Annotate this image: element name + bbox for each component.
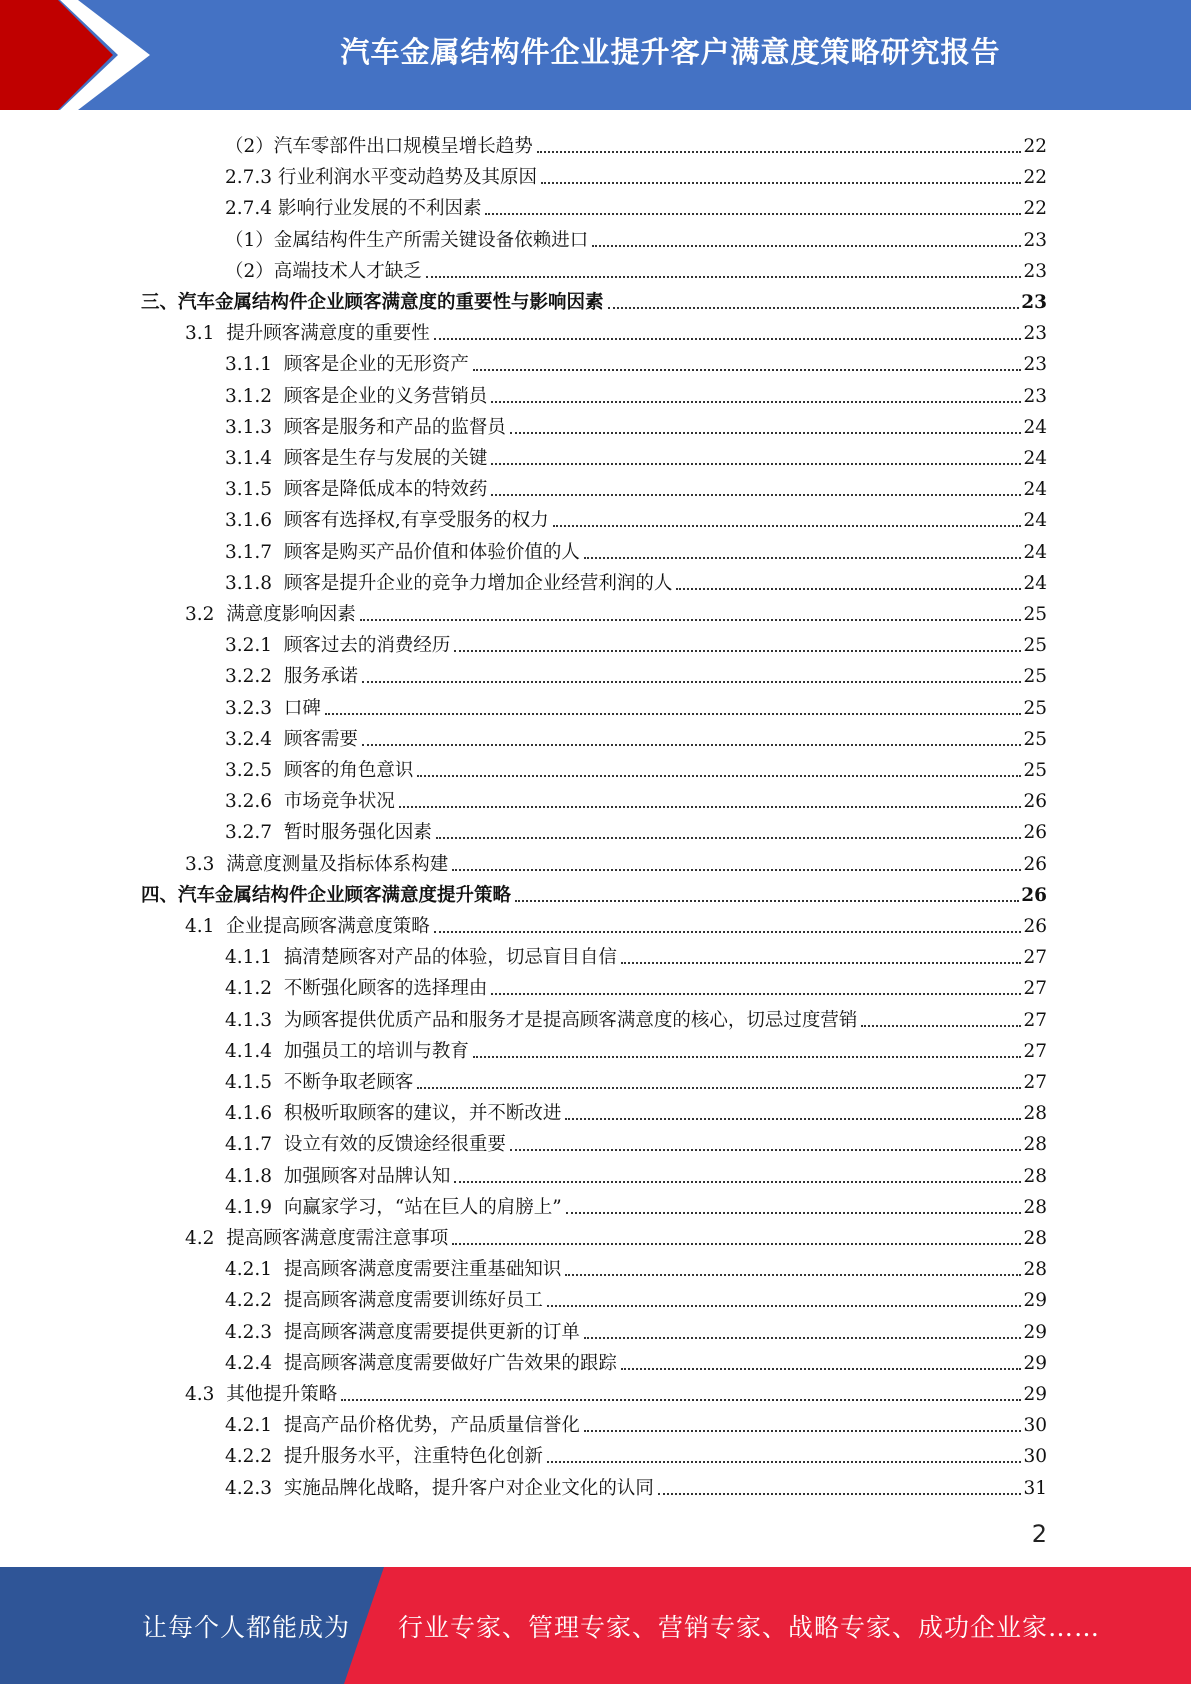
toc-entry-number: 4.1 <box>185 916 227 937</box>
toc-entry[interactable] <box>225 440 1047 471</box>
toc-entry[interactable] <box>225 378 1047 409</box>
toc-entry-page: 25 <box>1023 760 1047 781</box>
toc-entry-title: 顾客是降低成本的特效药 <box>283 479 488 501</box>
toc-entry-page: 25 <box>1023 697 1047 719</box>
toc-entry-page: 23 <box>1023 385 1047 407</box>
toc-entry-page: 25 <box>1023 666 1047 688</box>
toc-leader-dots <box>417 775 1021 777</box>
toc-entry-page: 23 <box>1023 354 1047 376</box>
toc-entry-number: 2.7.4 <box>225 198 278 220</box>
toc-leader-dots <box>621 1368 1022 1370</box>
toc-entry[interactable] <box>225 970 1047 1001</box>
toc-entry-page: 23 <box>1023 229 1047 251</box>
toc-entry[interactable] <box>225 502 1047 533</box>
toc-entry[interactable] <box>225 409 1047 440</box>
toc-entry-number: 4.2.4 <box>225 1352 284 1374</box>
toc-entry-number: 3.2 <box>185 604 227 625</box>
toc-entry-title: 提升顾客满意度的重要性 <box>226 323 430 345</box>
toc-entry-page: 24 <box>1023 541 1047 563</box>
toc-leader-dots <box>510 1149 1022 1151</box>
toc-leader-dots <box>399 806 1022 808</box>
toc-entry[interactable] <box>225 1189 1047 1220</box>
toc-entry-number: 3.1.6 <box>225 510 284 532</box>
toc-entry-title: 提高顾客满意度需要做好广告效果的跟踪 <box>283 1352 617 1374</box>
toc-entry-number: 4.1.5 <box>225 1072 284 1093</box>
toc-entry-title: 汽车零部件出口规模呈增长趋势 <box>273 136 533 157</box>
toc-entry[interactable] <box>225 814 1047 845</box>
toc-entry-page: 29 <box>1023 1352 1047 1374</box>
toc-entry-number: 3.1.8 <box>225 572 284 594</box>
toc-entry[interactable] <box>225 159 1047 190</box>
toc-entry-page: 28 <box>1023 1228 1047 1249</box>
toc-entry-number: 3.3 <box>185 853 227 875</box>
toc-entry-page: 25 <box>1023 635 1047 657</box>
toc-entry[interactable] <box>225 1407 1047 1438</box>
toc-entry-page: 27 <box>1023 1009 1047 1031</box>
toc-entry-title: 顾客过去的消费经历 <box>283 635 451 657</box>
toc-entry-title: 顾客是服务和产品的监督员 <box>283 416 506 438</box>
toc-entry-page: 25 <box>1023 604 1047 625</box>
toc-entry-page: 27 <box>1023 1072 1047 1093</box>
toc-entry[interactable] <box>225 222 1047 253</box>
toc-leader-dots <box>426 276 1022 278</box>
toc-entry-number: 3.1.4 <box>225 448 284 469</box>
toc-entry[interactable] <box>225 658 1047 689</box>
toc-entry[interactable] <box>225 690 1047 721</box>
toc-entry-number: 3.2.1 <box>225 635 284 657</box>
toc-entry-title: 行业利润水平变动趋势及其原因 <box>277 167 537 189</box>
toc-entry-title: 顾客是生存与发展的关键 <box>283 448 488 469</box>
toc-entry[interactable] <box>185 596 1047 627</box>
toc-entry-number: 3.2.3 <box>225 697 284 719</box>
toc-entry-page: 22 <box>1023 198 1047 220</box>
toc-leader-dots <box>592 245 1021 247</box>
footer-slogan-left: 让每个人都能成为 <box>142 1612 351 1642</box>
toc-entry-title: 提高顾客满意度需要训练好员工 <box>283 1290 543 1312</box>
toc-leader-dots <box>325 713 1022 715</box>
page-footer <box>0 1567 1191 1684</box>
toc-leader-dots <box>452 1243 1021 1245</box>
toc-entry-title: 提高顾客满意度需要注重基础知识 <box>283 1259 562 1281</box>
toc-entry-title: 金属结构件生产所需关键设备依赖进口 <box>273 229 589 251</box>
toc-entry-title: 暂时服务强化因素 <box>283 822 432 844</box>
page-number: 2 <box>1031 1520 1047 1548</box>
toc-leader-dots <box>658 1493 1022 1495</box>
toc-leader-dots <box>491 494 1021 496</box>
toc-leader-dots <box>541 182 1021 184</box>
toc-leader-dots <box>452 869 1021 871</box>
toc-entry-title: 提高顾客满意度需注意事项 <box>226 1228 449 1249</box>
toc-entry-title: 提高产品价格优势，产品质量信誉化 <box>283 1415 580 1437</box>
toc-entry[interactable] <box>225 1251 1047 1282</box>
toc-entry-page: 23 <box>1023 260 1047 282</box>
toc-entry-number: 4.2 <box>185 1228 227 1249</box>
toc-leader-dots <box>436 837 1022 839</box>
toc-entry-number: （2） <box>225 260 274 282</box>
toc-entry-page: 24 <box>1023 479 1047 501</box>
toc-entry-title: 顾客是提升企业的竞争力增加企业经营利润的人 <box>283 572 673 594</box>
toc-entry[interactable] <box>225 1470 1047 1501</box>
page-header <box>0 0 1191 110</box>
toc-leader-dots <box>491 993 1021 995</box>
toc-entry-number: 3.1.2 <box>225 385 284 407</box>
toc-leader-dots <box>537 151 1022 153</box>
toc-entry-title: 搞清楚顾客对产品的体验，切忌盲目自信 <box>283 947 617 969</box>
toc-entry-page: 24 <box>1023 572 1047 594</box>
toc-leader-dots <box>515 900 1019 902</box>
toc-entry-number: 4.1.9 <box>225 1196 284 1218</box>
toc-entry-title: 提升服务水平，注重特色化创新 <box>283 1446 543 1468</box>
toc-entry-page: 30 <box>1023 1415 1047 1437</box>
toc-entry[interactable] <box>225 1033 1047 1064</box>
toc-entry[interactable] <box>225 1438 1047 1469</box>
footer-slogan-right: 行业专家、管理专家、营销专家、战略专家、成功企业家…… <box>398 1612 1101 1642</box>
toc-entry-title: 积极听取顾客的建议，并不断改进 <box>283 1103 562 1125</box>
toc-leader-dots <box>584 557 1022 559</box>
toc-entry-number: 4.1.8 <box>225 1165 284 1187</box>
toc-entry[interactable] <box>225 1095 1047 1126</box>
toc-entry-page: 23 <box>1021 292 1047 313</box>
toc-entry-number: 4.2.1 <box>225 1259 284 1281</box>
toc-leader-dots <box>485 213 1021 215</box>
toc-entry-page: 22 <box>1023 167 1047 189</box>
toc-leader-dots <box>473 369 1022 371</box>
toc-entry-title: 加强顾客对品牌认知 <box>283 1165 451 1187</box>
toc-entry-title: 提高顾客满意度需要提供更新的订单 <box>283 1321 580 1343</box>
toc-entry-number: 3.1.3 <box>225 416 284 438</box>
toc-entry-page: 28 <box>1023 1196 1047 1218</box>
toc-entry-number: （1） <box>225 229 274 251</box>
toc-entry-number: 4.2.1 <box>225 1415 284 1437</box>
toc-entry-page: 28 <box>1023 1103 1047 1125</box>
toc-entry-title: 顾客是购买产品价值和体验价值的人 <box>283 541 580 563</box>
toc-entry-title: 顾客是企业的义务营销员 <box>283 385 488 407</box>
toc-leader-dots <box>454 1181 1021 1183</box>
red-arrow-decoration <box>0 0 160 110</box>
toc-entry-page: 29 <box>1023 1321 1047 1343</box>
toc-entry[interactable] <box>225 1126 1047 1157</box>
toc-entry-page: 28 <box>1023 1259 1047 1281</box>
toc-leader-dots <box>362 744 1022 746</box>
toc-entry-title: 顾客有选择权,有享受服务的权力 <box>283 510 549 532</box>
toc-entry[interactable] <box>141 877 1047 908</box>
toc-entry-page: 24 <box>1023 416 1047 438</box>
toc-entry-title: 加强员工的培训与教育 <box>283 1040 469 1062</box>
toc-leader-dots <box>491 401 1021 403</box>
toc-entry[interactable] <box>225 1158 1047 1189</box>
toc-entry[interactable] <box>225 128 1047 159</box>
toc-entry-number: 3.1 <box>185 323 227 345</box>
toc-entry-page: 26 <box>1023 916 1047 937</box>
toc-entry[interactable] <box>225 752 1047 783</box>
toc-leader-dots <box>608 307 1020 309</box>
toc-entry[interactable] <box>225 721 1047 752</box>
toc-entry-title: 市场竞争状况 <box>283 791 395 813</box>
toc-leader-dots <box>360 619 1022 621</box>
toc-leader-dots <box>547 1461 1022 1463</box>
toc-entry[interactable] <box>225 783 1047 814</box>
toc-entry[interactable] <box>225 1064 1047 1095</box>
toc-leader-dots <box>434 338 1022 340</box>
toc-entry-number: 4.1.2 <box>225 978 284 1000</box>
toc-entry-title: 顾客的角色意识 <box>283 760 414 781</box>
toc-leader-dots <box>491 463 1021 465</box>
toc-entry-number: 3.1.5 <box>225 479 284 501</box>
toc-entry-title: 企业提高顾客满意度策略 <box>226 916 430 937</box>
toc-leader-dots <box>584 1430 1022 1432</box>
toc-leader-dots <box>547 1305 1022 1307</box>
toc-entry-title: 实施品牌化战略，提升客户对企业文化的认同 <box>283 1477 654 1499</box>
toc-entry[interactable] <box>225 939 1047 970</box>
toc-entry-title: 向赢家学习，“站在巨人的肩膀上” <box>283 1196 562 1218</box>
toc-entry[interactable] <box>185 1376 1047 1407</box>
toc-leader-dots <box>454 650 1021 652</box>
toc-entry[interactable] <box>225 1314 1047 1345</box>
toc-leader-dots <box>621 962 1022 964</box>
toc-entry-page: 22 <box>1023 136 1047 157</box>
toc-entry-title: 四、汽车金属结构件企业顾客满意度提升策略 <box>141 884 512 906</box>
toc-entry-number: （2） <box>225 136 274 157</box>
toc-entry-title: 服务承诺 <box>283 666 358 688</box>
toc-entry[interactable] <box>225 346 1047 377</box>
toc-leader-dots <box>341 1399 1021 1401</box>
toc-entry[interactable] <box>141 284 1047 315</box>
toc-leader-dots <box>510 432 1022 434</box>
toc-entry-title: 高端技术人才缺乏 <box>273 260 422 282</box>
toc-entry-number: 4.1.4 <box>225 1040 284 1062</box>
toc-entry[interactable] <box>225 565 1047 596</box>
toc-entry-number: 3.2.4 <box>225 728 284 750</box>
toc-leader-dots <box>566 1212 1022 1214</box>
toc-entry-title: 满意度测量及指标体系构建 <box>226 853 449 875</box>
toc-leader-dots <box>434 931 1022 933</box>
toc-leader-dots <box>584 1337 1022 1339</box>
toc-leader-dots <box>565 1118 1021 1120</box>
toc-leader-dots <box>553 525 1022 527</box>
toc-entry-page: 28 <box>1023 1165 1047 1187</box>
toc-entry-number: 3.1.1 <box>225 354 284 376</box>
toc-entry-title: 不断强化顾客的选择理由 <box>283 978 488 1000</box>
toc-entry-number: 4.1.6 <box>225 1103 284 1125</box>
toc-leader-dots <box>861 1025 1021 1027</box>
toc-entry-page: 30 <box>1023 1446 1047 1468</box>
toc-entry-title: 满意度影响因素 <box>226 604 356 625</box>
toc-entry[interactable] <box>225 1345 1047 1376</box>
toc-entry-number: 4.1.7 <box>225 1134 284 1156</box>
toc-entry-title: 顾客是企业的无形资产 <box>283 354 469 376</box>
toc-entry[interactable] <box>225 534 1047 565</box>
toc-leader-dots <box>565 1274 1021 1276</box>
toc-entry-title: 影响行业发展的不利因素 <box>277 198 482 220</box>
toc-entry-number: 4.2.2 <box>225 1290 284 1312</box>
report-title: 汽车金属结构件企业提升客户满意度策略研究报告 <box>340 34 1001 69</box>
toc-entry-title: 其他提升策略 <box>226 1384 338 1405</box>
toc-entry-page: 25 <box>1023 728 1047 750</box>
toc-entry-title: 三、汽车金属结构件企业顾客满意度的重要性与影响因素 <box>141 292 604 313</box>
toc-entry-page: 24 <box>1023 510 1047 532</box>
toc-leader-dots <box>473 1056 1022 1058</box>
toc-entry-title: 设立有效的反馈途经很重要 <box>283 1134 506 1156</box>
toc-entry-title: 为顾客提供优质产品和服务才是提高顾客满意度的核心，切忌过度营销 <box>283 1009 858 1031</box>
toc-entry-number: 4.1.3 <box>225 1009 284 1031</box>
toc-entry-page: 24 <box>1023 448 1047 469</box>
toc-entry-number: 3.2.2 <box>225 666 284 688</box>
toc-entry-page: 23 <box>1023 323 1047 345</box>
toc-entry-title: 口碑 <box>283 697 321 719</box>
toc-entry-page: 26 <box>1023 853 1047 875</box>
toc-entry[interactable] <box>225 190 1047 221</box>
toc-entry-page: 29 <box>1023 1384 1047 1405</box>
toc-entry[interactable] <box>225 1002 1047 1033</box>
toc-entry-page: 31 <box>1023 1477 1047 1499</box>
toc-entry[interactable] <box>185 315 1047 346</box>
toc-entry-number: 3.1.7 <box>225 541 284 563</box>
toc-entry-number: 2.7.3 <box>225 167 278 189</box>
toc-entry[interactable] <box>185 846 1047 877</box>
toc-leader-dots <box>676 588 1021 590</box>
toc-entry[interactable] <box>225 253 1047 284</box>
toc-entry-title: 顾客需要 <box>283 728 358 750</box>
toc-entry-page: 29 <box>1023 1290 1047 1312</box>
toc-leader-dots <box>417 1087 1021 1089</box>
toc-entry[interactable] <box>185 908 1047 939</box>
toc-entry-number: 4.3 <box>185 1384 227 1405</box>
toc-entry-number: 3.2.7 <box>225 822 284 844</box>
toc-entry-number: 4.2.3 <box>225 1477 284 1499</box>
toc-entry-page: 27 <box>1023 1040 1047 1062</box>
toc-entry-number: 3.2.6 <box>225 791 284 813</box>
toc-leader-dots <box>362 681 1022 683</box>
toc-entry-page: 26 <box>1023 822 1047 844</box>
toc-entry[interactable] <box>225 1282 1047 1313</box>
toc-entry-number: 4.2.2 <box>225 1446 284 1468</box>
toc-entry[interactable] <box>225 471 1047 502</box>
toc-entry-page: 26 <box>1023 791 1047 813</box>
toc-entry-page: 28 <box>1023 1134 1047 1156</box>
toc-entry-number: 4.2.3 <box>225 1321 284 1343</box>
toc-entry[interactable] <box>185 1220 1047 1251</box>
toc-entry-number: 4.1.1 <box>225 947 284 969</box>
toc-entry-page: 26 <box>1021 884 1047 906</box>
toc-entry-number: 3.2.5 <box>225 760 284 781</box>
toc-entry-page: 27 <box>1023 947 1047 969</box>
toc-entry-page: 27 <box>1023 978 1047 1000</box>
toc-entry[interactable] <box>225 627 1047 658</box>
toc-entry-title: 不断争取老顾客 <box>283 1072 414 1093</box>
